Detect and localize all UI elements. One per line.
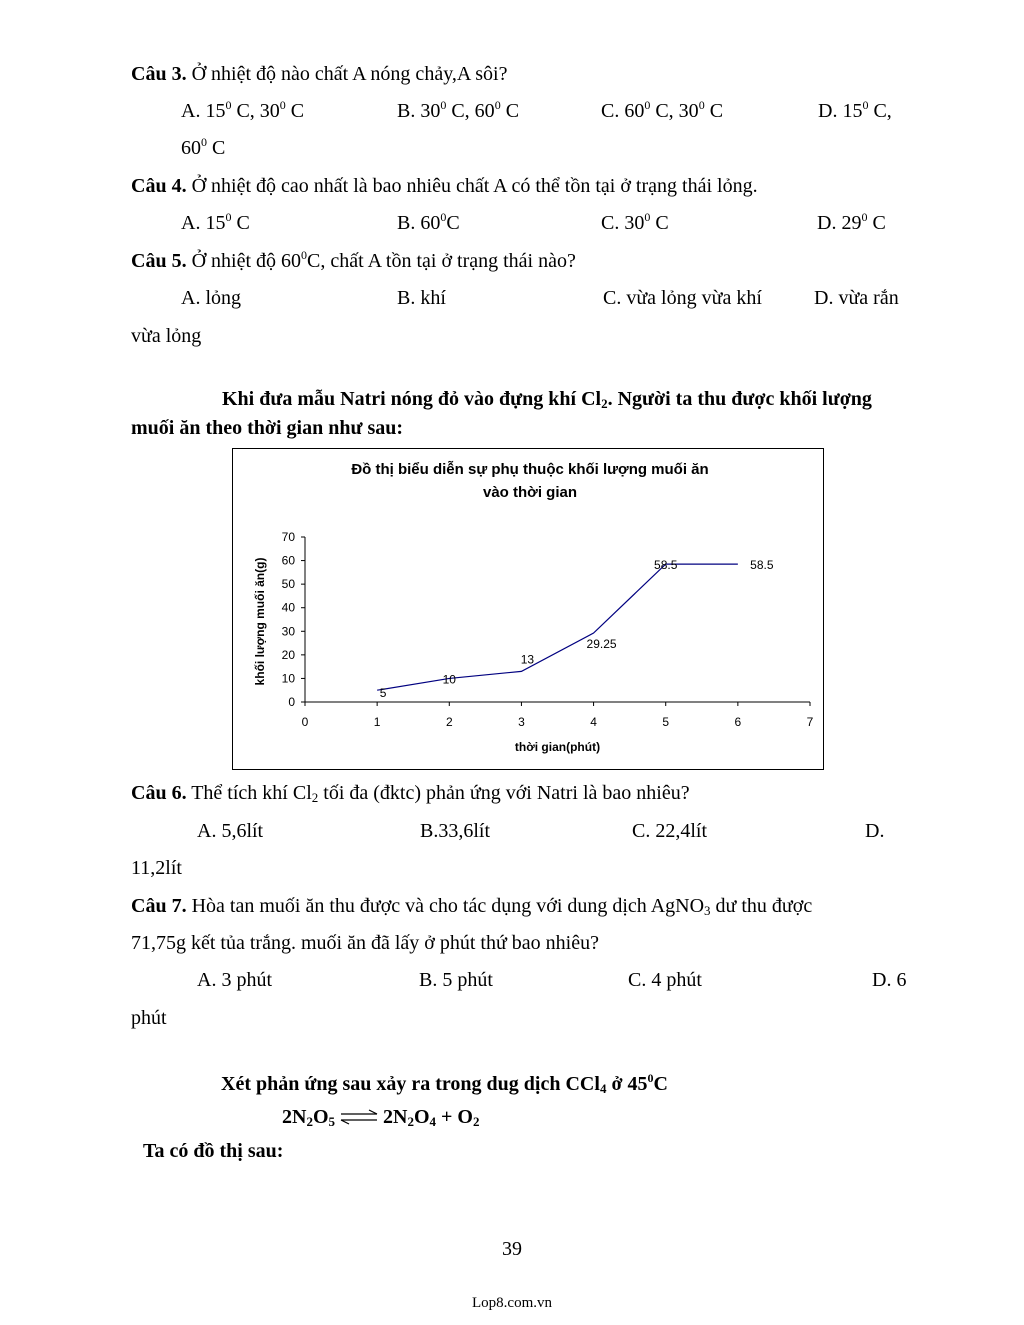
y-tick-label: 20: [281, 647, 295, 662]
question-3-label: Câu 3.: [131, 63, 187, 85]
equilibrium-arrow-icon: [339, 1109, 379, 1125]
q7-option-a: A. 3 phút: [197, 969, 272, 991]
chart-title-line-2: vào thời gian: [482, 484, 578, 501]
data-label: 58.5: [750, 558, 774, 573]
y-tick-label: 60: [281, 553, 295, 568]
series-line: [377, 564, 738, 690]
x-tick-label: 5: [662, 715, 670, 729]
x-axis-title: thời gian(phút): [514, 740, 601, 754]
q4-option-b: B. $60^0C$: [397, 210, 460, 234]
section-intro-sodium-line2: muối ăn theo thời gian như sau:: [131, 417, 404, 439]
q6-option-d-continued: 11,2lít: [131, 857, 182, 879]
q5-option-c: C. vừa lỏng vừa khí: [603, 287, 762, 309]
question-5: Câu 5. Ở nhiệt độ $60^0C$, chất A tồn tại ở trạng thái nào?: [131, 248, 576, 272]
q6-option-d: D.: [865, 820, 885, 842]
question-7-label: Câu 7.: [131, 895, 187, 917]
q7-option-d: D. 6: [872, 969, 907, 991]
section-intro-reaction: Xét phản ứng sau xảy ra trong dug dịch CCl$_4$ ở $45^0C$: [221, 1071, 668, 1096]
x-tick-label: 1: [373, 715, 381, 729]
y-tick-label: 10: [281, 671, 295, 686]
q3-option-a: A. $15^0$ C, $30^0$ C: [181, 98, 305, 122]
x-tick-label: 3: [518, 715, 525, 729]
q6-option-c: C. 22,4lít: [632, 820, 708, 842]
graph-intro: Ta có đồ thị sau:: [143, 1140, 284, 1162]
q6-option-b: B.33,6lít: [420, 820, 491, 842]
question-3: [131, 62, 507, 86]
data-label: 5: [379, 686, 387, 701]
chart-title-line-1: Đồ thị biểu diễn sự phụ thuộc khối lượng muối ăn: [351, 461, 709, 478]
data-label: 13: [520, 652, 535, 667]
q4-option-c: C. $30^0$ C: [601, 210, 669, 234]
q3-option-b: B. $30^0$ C, $60^0$ C: [397, 98, 520, 122]
q4-option-a: A. $15^0$ C: [181, 210, 250, 234]
q5-option-a: A. lỏng: [181, 287, 241, 309]
q3-option-d-continued: $60^0$ C: [181, 135, 226, 159]
question-4: [131, 174, 758, 198]
q5-option-d: D. vừa rắn: [814, 287, 899, 309]
y-tick-label: 70: [281, 530, 295, 544]
question-3-text: Ở nhiệt độ nào chất A nóng chảy,A sôi?: [186, 63, 508, 85]
x-tick-label: 7: [806, 715, 814, 729]
y-tick-label: 0: [288, 695, 295, 709]
x-tick-label: 6: [734, 715, 742, 729]
q7-option-c: C. 4 phút: [628, 969, 702, 991]
x-tick-label: 2: [445, 715, 453, 729]
data-label: 29.25: [586, 637, 617, 652]
q7-option-d-continued: phút: [131, 1007, 167, 1029]
y-tick-label: 30: [281, 624, 295, 639]
salt-mass-chart: [232, 448, 824, 770]
question-6: Câu 6. Thể tích khí $Cl_2$ tối đa (đktc) phản ứng với Natri là bao nhiêu?: [131, 782, 690, 805]
q4-option-d: D. $29^0$ C: [817, 210, 886, 234]
q5-option-b: B. khí: [397, 287, 446, 309]
question-7: Câu 7. Hòa tan muối ăn thu được và cho tác dụng với dung dịch AgNO$_3$ dư thu được: [131, 895, 813, 918]
data-label: 58.5: [654, 558, 678, 573]
q6-option-a: A. 5,6lít: [197, 820, 264, 842]
question-4-text: Ở nhiệt độ cao nhất là bao nhiêu chất A có thể tồn tại ở trạng thái lỏng.: [186, 175, 758, 197]
y-axis-title: khối lượng muối ăn(g): [253, 557, 267, 686]
chart-svg: [233, 449, 823, 769]
y-tick-label: 40: [281, 600, 295, 615]
footer-site: Lop8.com.vn: [472, 1295, 552, 1311]
x-tick-label: 0: [301, 715, 309, 729]
question-7-line2: 71,75g kết tủa trắng. muối ăn đã lấy ở phút thứ bao nhiêu?: [131, 932, 599, 954]
y-tick-label: 50: [281, 577, 295, 592]
question-5-label: Câu 5.: [131, 250, 187, 272]
q5-option-d-continued: vừa lỏng: [131, 325, 202, 347]
question-6-label: Câu 6.: [131, 782, 187, 804]
section-intro-sodium: Khi đưa mẫu Natri nóng đỏ vào đựng khí $Cl_2$. Người ta thu được khối lượng: [222, 388, 872, 411]
question-4-label: Câu 4.: [131, 175, 187, 197]
data-label: 10: [442, 672, 456, 687]
q3-option-c: C. $60^0$ C, $30^0$ C: [601, 98, 724, 122]
q7-option-b: B. 5 phút: [419, 969, 493, 991]
q3-option-d: D. $15^0$ C,: [818, 98, 892, 122]
x-tick-label: 4: [590, 715, 597, 729]
reaction-equation: $2N_2O_5$ $2N_2O_4 + O_2$: [282, 1106, 480, 1129]
page-number: 39: [502, 1238, 522, 1260]
